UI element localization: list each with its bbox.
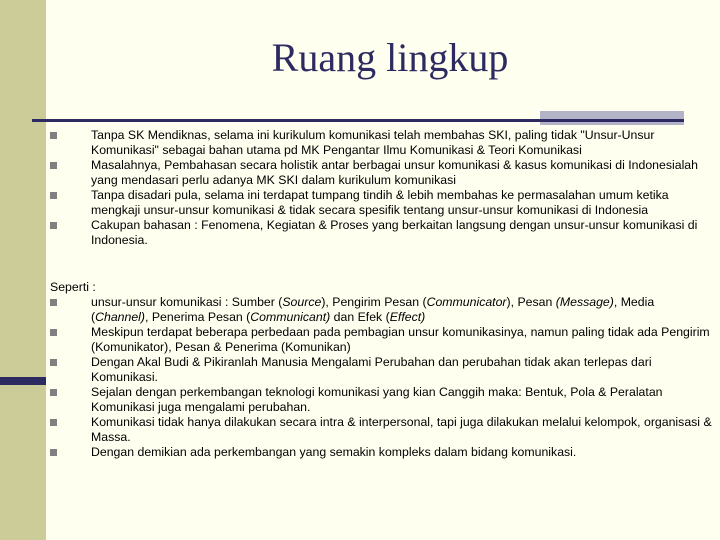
list-item-text: Dengan demikian ada perkembangan yang semakin kompleks dalam bidang komunikasi. bbox=[91, 445, 577, 459]
list-item bbox=[50, 188, 715, 218]
title-rule-accent bbox=[540, 111, 684, 125]
square-bullet-icon bbox=[50, 359, 57, 366]
square-bullet-icon bbox=[50, 132, 57, 139]
seperti-label: Seperti : bbox=[50, 280, 96, 294]
list-item-text: Tanpa SK Mendiknas, selama ini kurikulum komunikasi telah membahas SKI, paling tidak "Unsur-Unsur Komunikasi" sebagai bahan utama pd MK Pengantar Ilmu Komunikasi & Teori Komunikasi bbox=[91, 128, 655, 157]
list-item-text: Komunikasi tidak hanya dilakukan secara intra & interpersonal, tapi juga dilakukan melalui kelompok, organisasi & Massa. bbox=[91, 415, 712, 444]
list-item bbox=[50, 158, 715, 188]
slide-title: Ruang lingkup bbox=[271, 35, 509, 80]
list-item-text: unsur-unsur komunikasi : Sumber (Source), Pengirim Pesan (Communicator), Pesan (Message), Media (Channel), Penerima Pesan (Communicant) dan Efek (Effect) bbox=[91, 295, 655, 324]
square-bullet-icon bbox=[50, 299, 57, 306]
left-decor-band bbox=[0, 0, 46, 540]
list-item-text: Sejalan dengan perkembangan teknologi komunikasi yang kian Canggih maka: Bentuk, Pola & Peralatan Komunikasi juga mengalami perubahan. bbox=[91, 385, 663, 414]
list-item-text: Dengan Akal Budi & Pikiranlah Manusia Mengalami Perubahan dan perubahan tidak akan terlepas dari Komunikasi. bbox=[91, 355, 652, 384]
list-item bbox=[50, 128, 715, 158]
list-item bbox=[50, 325, 715, 355]
square-bullet-icon bbox=[50, 419, 57, 426]
list-item-text: Tanpa disadari pula, selama ini terdapat tumpang tindih & lebih membahas ke permasalahan umum ketika mengkaji unsur-unsur komunikasi & tidak secara spesifik tentang unsur-unsur komunikasi di Indonesia bbox=[91, 188, 669, 217]
list-item-text: Meskipun terdapat beberapa perbedaan pada pembagian unsur komunikasinya, namun paling tidak ada Pengirim (Komunikator), Pesan & Penerima (Komunikan) bbox=[91, 325, 710, 354]
list-item bbox=[50, 415, 715, 445]
square-bullet-icon bbox=[50, 449, 57, 456]
list-item-text: Cakupan bahasan : Fenomena, Kegiatan & Proses yang berkaitan langsung dengan unsur-unsur komunikasi di Indonesia. bbox=[91, 218, 698, 247]
main-bullet-list bbox=[50, 128, 715, 248]
square-bullet-icon bbox=[50, 162, 57, 169]
list-item bbox=[50, 355, 715, 385]
square-bullet-icon bbox=[50, 329, 57, 336]
sub-bullet-list bbox=[50, 295, 715, 460]
list-item bbox=[50, 295, 715, 325]
list-item bbox=[50, 218, 715, 248]
list-item-text: Masalahnya, Pembahasan secara holistik antar berbagai unsur komunikasi & kasus komunikasi di Indonesialah yang mendasari perlu adanya MK SKI dalam kurikulum komunikasi bbox=[91, 158, 698, 187]
square-bullet-icon bbox=[50, 222, 57, 229]
square-bullet-icon bbox=[50, 192, 57, 199]
square-bullet-icon bbox=[50, 389, 57, 396]
list-item bbox=[50, 445, 715, 460]
left-decor-accent bbox=[0, 377, 46, 385]
title-rule bbox=[32, 119, 684, 122]
list-item bbox=[50, 385, 715, 415]
